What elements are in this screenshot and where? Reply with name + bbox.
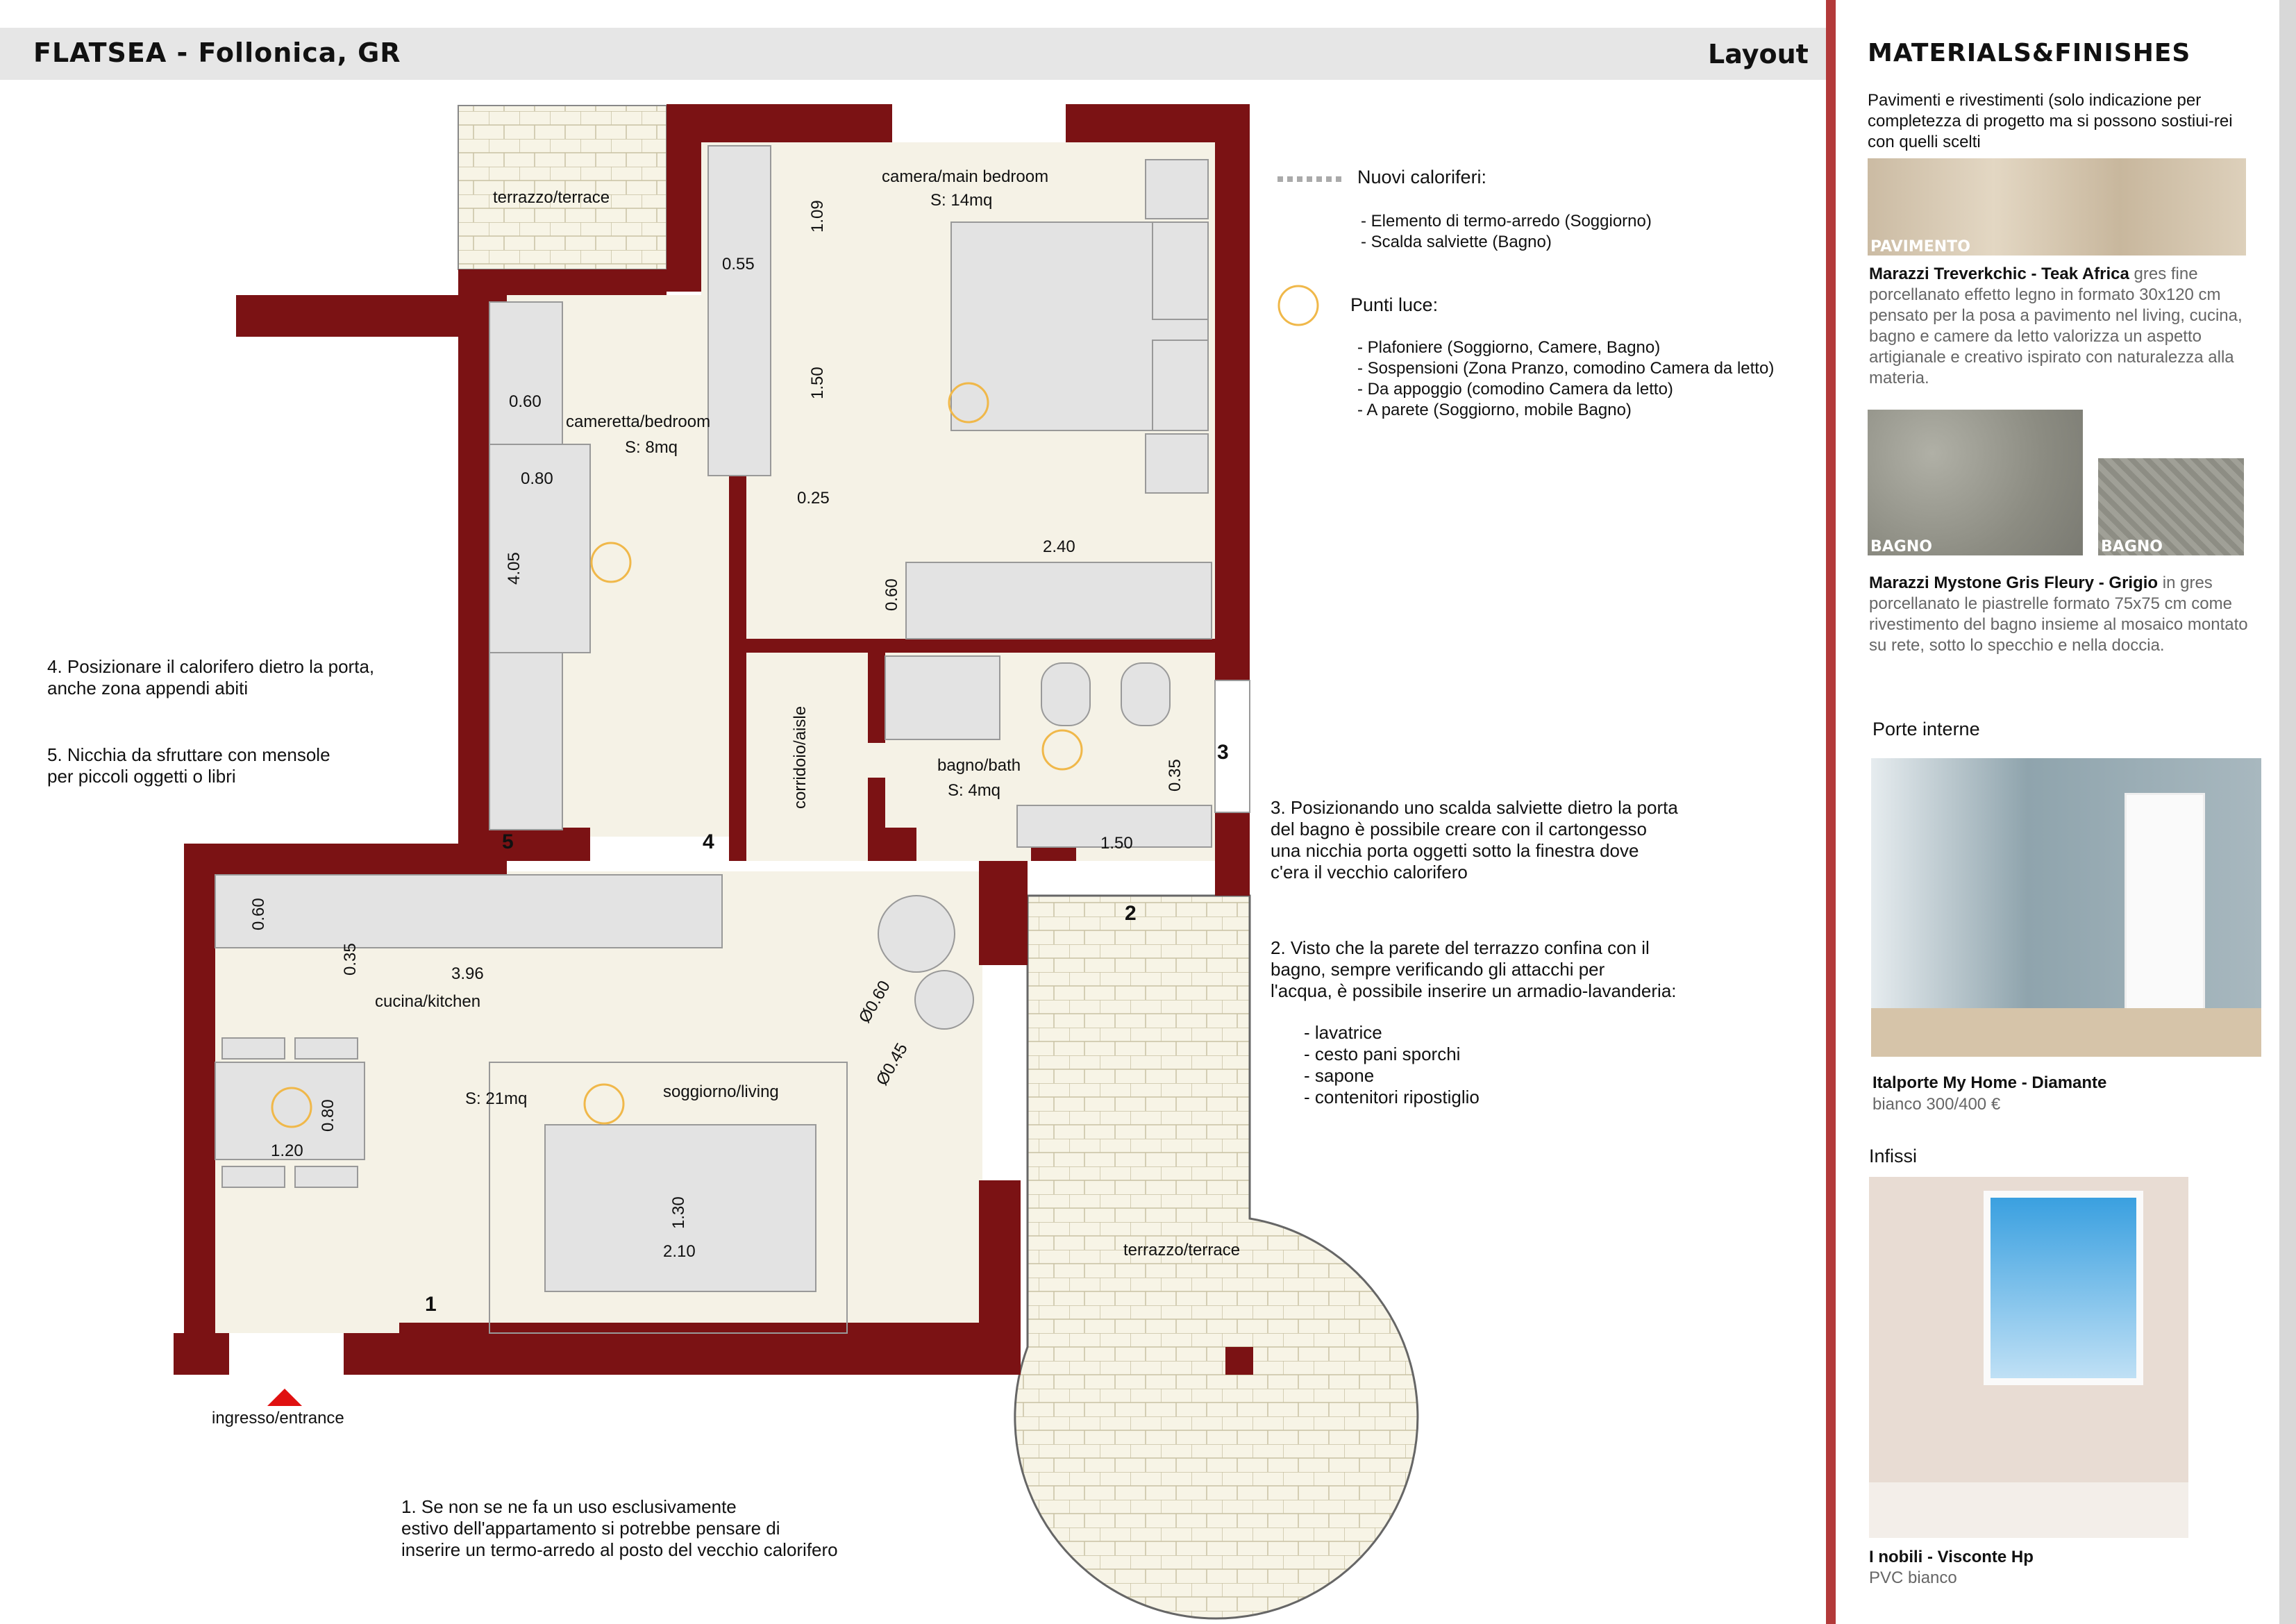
label-main-bedroom: camera/main bedroom	[882, 167, 1049, 186]
aisle-floor	[746, 542, 868, 861]
door-shape	[2125, 793, 2205, 1019]
area-bath: S: 4mq	[948, 781, 1001, 800]
note-2-items: - lavatrice - cesto pani sporchi - sapone - contenitori ripostiglio	[1304, 1022, 1480, 1107]
dim-060a: 0.60	[509, 392, 542, 411]
area-bedroom: S: 8mq	[625, 438, 678, 457]
marker-4: 4	[703, 830, 714, 853]
note-3: 3. Posizionando uno scalda salviette dietro la porta del bagno è possibile creare con il cartongesso una nicchia porta oggetti sotto la finestra dove c'era il vecchio calorifero	[1271, 797, 1678, 882]
edge-bar	[2279, 0, 2296, 1624]
bath-name: Marazzi Mystone Gris Fleury - Grigio	[1869, 574, 2159, 592]
note-4: 4. Posizionare il calorifero dietro la porta, anche zona appendi abiti	[47, 656, 375, 698]
label-living: soggiorno/living	[663, 1082, 779, 1101]
dim-080a: 0.80	[521, 469, 553, 488]
bath-swatch-small	[2098, 458, 2244, 555]
door-floor	[1871, 1008, 2261, 1057]
dim-035b: 0.35	[341, 943, 360, 976]
dim-109: 1.09	[808, 200, 827, 233]
terrace-top	[458, 106, 667, 269]
label-kitchen: cucina/kitchen	[375, 992, 481, 1011]
floor-name: Marazzi Treverkchic - Teak Africa	[1869, 265, 2129, 283]
project-title: FLATSEA - Follonica, GR	[33, 37, 401, 68]
dim-060d: Ø0.60	[855, 977, 894, 1026]
dim-060b: 0.60	[882, 578, 901, 611]
marker-2: 2	[1125, 902, 1137, 925]
doors-name-text: Italporte My Home - Diamante	[1872, 1073, 2107, 1092]
dim-240: 2.40	[1043, 537, 1075, 556]
dim-150b: 1.50	[1100, 834, 1133, 853]
label-terrace-top: terrazzo/terrace	[493, 188, 610, 207]
window-photo	[1869, 1177, 2188, 1538]
bath-swatch-label-1: BAGNO	[1870, 538, 1932, 555]
note-1: 1. Se non se ne fa un uso esclusivamente estivo dell'appartamento si potrebbe pensare di inserire un termo-arredo al posto del vecchio calorifero	[401, 1496, 838, 1560]
legend-radiators-items: - Elemento di termo-arredo (Soggiorno) - Scalda salviette (Bagno)	[1361, 212, 1652, 251]
windows-name-text: I nobili - Visconte Hp	[1869, 1548, 2034, 1566]
bath-desc: porcellanato le piastrelle formato 75x75 cm come rivestimento del bagno insieme al mosaico montato su rete, sotto lo specchio e nella doccia.	[1869, 594, 2248, 655]
bath-swatch-large	[1868, 410, 2083, 555]
note-5: 5. Nicchia da sfruttare con mensole per piccoli oggetti o libri	[47, 744, 330, 787]
dim-396: 3.96	[451, 964, 484, 983]
dim-150: 1.50	[808, 367, 827, 399]
dim-405: 4.05	[505, 552, 523, 585]
bath-description	[1869, 573, 2261, 656]
marker-1: 1	[425, 1293, 437, 1316]
dim-045: Ø0.45	[872, 1039, 912, 1089]
materials-title: MATERIALS&FINISHES	[1868, 39, 2191, 67]
dim-060c: 0.60	[249, 898, 268, 930]
marker-3: 3	[1217, 741, 1229, 764]
dim-080b: 0.80	[319, 1099, 337, 1132]
marker-5: 5	[502, 830, 514, 853]
windows-name	[1869, 1547, 2034, 1568]
legend-radiators-title: Nuovi caloriferi:	[1357, 167, 1487, 187]
floor-description	[1869, 264, 2261, 389]
doors-title: Porte interne	[1872, 719, 1980, 739]
legend-lights-items: - Plafoniere (Soggiorno, Camere, Bagno) - Sospensioni (Zona Pranzo, comodino Camera da letto) - Da appoggio (comodino Camera da letto) - A parete (Soggiorno, mobile Bagno)	[1357, 338, 1775, 419]
window-shelf	[1869, 1482, 2188, 1538]
bath-swatch-label-2: BAGNO	[2101, 538, 2163, 555]
windows-desc: PVC bianco	[1869, 1568, 1957, 1587]
section-title: Layout	[1708, 39, 1809, 69]
door-photo	[1871, 758, 2261, 1057]
materials-intro: Pavimenti e rivestimenti (solo indicazione per completezza di progetto ma si possono sostiui-rei con quelli scelti	[1868, 91, 2233, 151]
note-2: 2. Visto che la parete del terrazzo confina con il bagno, sempre verificando gli attacchi per l'acqua, è possibile inserire un armadio-lavanderia:	[1271, 937, 1677, 1001]
window-shape	[1984, 1191, 2143, 1385]
divider-bar	[1826, 0, 1836, 1624]
entrance-arrow	[267, 1389, 302, 1406]
terrace-post	[1225, 1347, 1253, 1375]
dim-025: 0.25	[797, 489, 830, 508]
label-bedroom: cameretta/bedroom	[566, 412, 711, 431]
label-terrace-round: terrazzo/terrace	[1123, 1241, 1241, 1259]
dim-210: 2.10	[663, 1242, 696, 1261]
floor-swatch	[1868, 158, 2246, 256]
doors-name	[1872, 1073, 2261, 1094]
dim-035a: 0.35	[1166, 759, 1184, 792]
dim-055: 0.55	[722, 255, 755, 274]
label-bath: bagno/bath	[937, 756, 1021, 775]
floor-desc: gres fine porcellanato effetto legno in formato 30x120 cm pensato per la posa a pavimento nel living, cucina, bagno e camere da letto valorizza un aspetto artigianale e creativo ispirato con naturalezza alla materia.	[1869, 265, 2243, 387]
area-main-bedroom: S: 14mq	[930, 191, 993, 210]
dim-120: 1.20	[271, 1141, 303, 1160]
floor-swatch-label: PAVIMENTO	[1870, 238, 1970, 256]
bath-desc-a: in gres	[2162, 574, 2213, 592]
windows-title: Infissi	[1869, 1146, 1918, 1166]
area-living: S: 21mq	[465, 1089, 528, 1108]
label-aisle: corridoio/aisle	[791, 705, 810, 809]
legend-lights-title: Punti luce:	[1350, 294, 1439, 315]
dim-130: 1.30	[669, 1196, 688, 1229]
doors-desc: bianco 300/400 €	[1872, 1095, 2001, 1114]
label-entrance: ingresso/entrance	[212, 1409, 344, 1428]
